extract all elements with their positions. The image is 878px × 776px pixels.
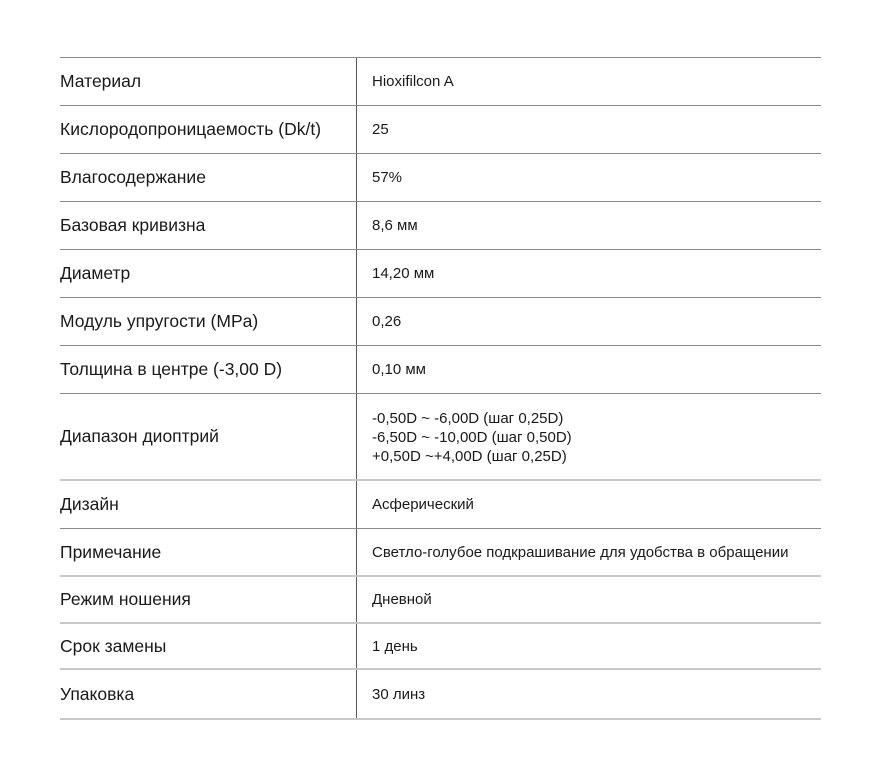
diopter-range-line: +0,50D ~+4,00D (шаг 0,25D) bbox=[372, 448, 567, 465]
row-value: 14,20 мм bbox=[372, 265, 435, 282]
row-value bbox=[357, 394, 821, 479]
row-label: Режим ношения bbox=[60, 577, 357, 622]
row-value: Асферический bbox=[372, 496, 474, 513]
row-label: Материал bbox=[60, 58, 357, 105]
table-row-oxygen-permeability bbox=[60, 106, 821, 154]
row-label: Влагосодержание bbox=[60, 154, 357, 201]
row-label: Кислородопроницаемость (Dk/t) bbox=[60, 106, 357, 153]
row-label: Примечание bbox=[60, 529, 357, 575]
table-row-center-thickness bbox=[60, 346, 821, 394]
diopter-range-list bbox=[372, 407, 572, 466]
row-label: Диапазон диоптрий bbox=[60, 394, 357, 479]
table-row-package bbox=[60, 670, 821, 720]
row-value: 1 день bbox=[372, 637, 418, 655]
row-value: 8,6 мм bbox=[372, 217, 418, 234]
table-row-diopter-range bbox=[60, 394, 821, 481]
table-row-material bbox=[60, 58, 821, 106]
table-row-replacement bbox=[60, 624, 821, 670]
row-label: Модуль упругости (MPa) bbox=[60, 298, 357, 345]
row-label: Базовая кривизна bbox=[60, 202, 357, 249]
table-row-water-content bbox=[60, 154, 821, 202]
row-label: Дизайн bbox=[60, 481, 357, 528]
diopter-range-line: -6,50D ~ -10,00D (шаг 0,50D) bbox=[372, 429, 572, 446]
table-row-base-curve bbox=[60, 202, 821, 250]
row-value: 0,10 мм bbox=[372, 361, 426, 378]
row-value: 0,26 bbox=[372, 313, 402, 330]
row-label: Упаковка bbox=[60, 670, 357, 718]
table-row-wear-mode bbox=[60, 577, 821, 624]
diopter-range-line: -0,50D ~ -6,00D (шаг 0,25D) bbox=[372, 410, 564, 427]
row-value: Дневной bbox=[372, 591, 432, 608]
table-row-diameter bbox=[60, 250, 821, 298]
row-value: Hioxifilcon A bbox=[372, 73, 454, 90]
spec-table bbox=[60, 57, 821, 720]
table-row-design bbox=[60, 481, 821, 529]
row-label: Диаметр bbox=[60, 250, 357, 297]
row-value: 57% bbox=[372, 169, 403, 186]
table-row-note bbox=[60, 529, 821, 577]
row-value: 30 линз bbox=[372, 685, 426, 703]
row-value: 25 bbox=[372, 121, 389, 138]
row-value: Светло-голубое подкрашивание для удобства в обращении bbox=[372, 543, 789, 561]
row-label: Толщина в центре (-3,00 D) bbox=[60, 346, 357, 393]
table-row-modulus bbox=[60, 298, 821, 346]
row-label: Срок замены bbox=[60, 624, 357, 668]
